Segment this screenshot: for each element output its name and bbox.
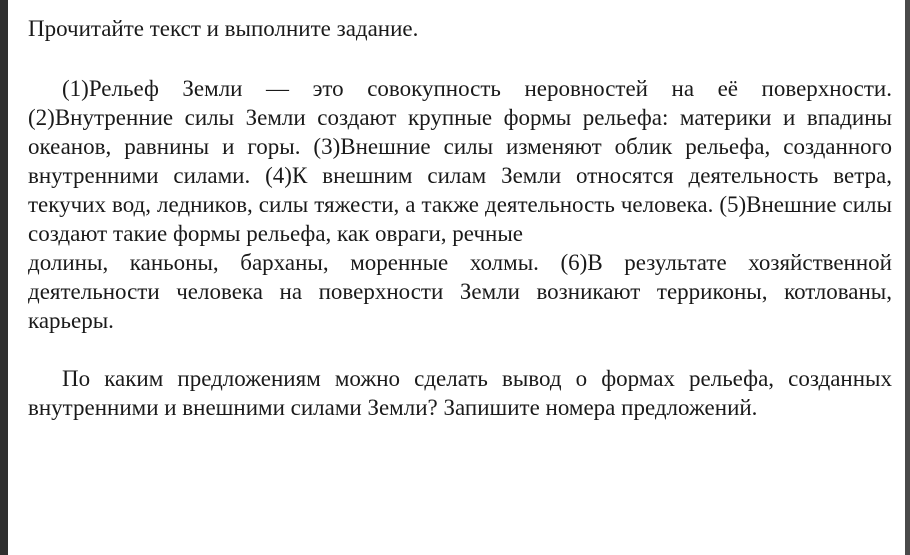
right-page-edge: [905, 0, 910, 555]
passage-paragraph-2: долины, каньоны, барханы, моренные холмы. (6)В результате хозяйственной деятельности человека на поверхности Земли возникают терриконы, котлованы, карьеры.: [28, 250, 892, 333]
task-question: По каким предложениям можно сделать вывод о формах рельефа, созданных внутренними и внешними силами Земли? Запишите номера предложений.: [28, 366, 892, 420]
left-page-edge: [0, 0, 8, 555]
passage-paragraph-1: (1)Рельеф Земли — это совокупность неровностей на её поверхности. (2)Внутренние силы Земли создают крупные формы рельефа: материки и впадины океанов, равнины и горы. (3)Внешние силы изменяют облик рельефа, созданного внутренними силами. (4)К внешним силам Земли относятся деятельность ветра, текучих вод, ледников, силы тяжести, а также деятельность человека. (5)Внешние силы создают такие формы рельефа, как овраги, речные: [28, 76, 892, 246]
task-instruction: Прочитайте текст и выполните задание.: [28, 16, 419, 41]
reading-passage: [28, 74, 892, 335]
task-document: [28, 14, 892, 422]
